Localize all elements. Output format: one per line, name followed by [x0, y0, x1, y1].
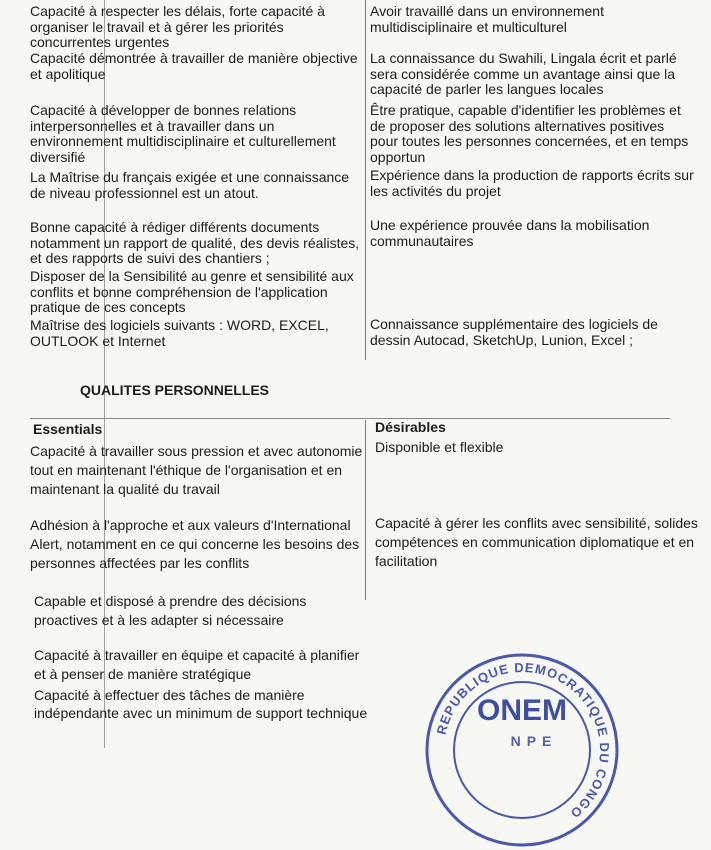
desirables-header: Désirables	[375, 419, 446, 435]
requirement-right-4: Expérience dans la production de rapports écrits sur les activités du projet	[370, 167, 694, 199]
requirement-left-3: Capacité à développer de bonnes relations interpersonnelles et à travailler dans un environnement multidisciplinaire et culturellement diversifié	[30, 102, 336, 165]
section-title: QUALITES PERSONNELLES	[80, 382, 270, 398]
stamp-center-text: ONEM	[477, 694, 567, 727]
requirement-left-1: Capacité à respecter les délais, forte capacité à organiser le travail et à gérer les priorités concurrentes urgentes	[30, 3, 325, 51]
requirement-left-5: Bonne capacité à rédiger différents documents notamment un rapport de qualité, des devis réalistes, et des rapports de suivi des chantiers ;	[30, 219, 360, 267]
requirement-right-2: La connaissance du Swahili, Lingala écrit et parlé sera considérée comme un avantage ainsi que la capacité de parler les langues locales	[370, 50, 677, 98]
requirement-left-7: Maîtrise des logiciels suivants : WORD, EXCEL, OUTLOOK et Internet	[30, 317, 329, 349]
requirement-right-3: Être pratique, capable d'identifier les problèmes et de proposer des solutions alternatives positives pour toutes les personnes concernées, et en temps opportun	[370, 102, 689, 165]
official-stamp	[422, 650, 622, 850]
quality-right-2: Capacité à gérer les conflits avec sensibilité, solides compétences en communication diplomatique et en facilitation	[375, 515, 698, 569]
quality-left-1: Capacité à travailler sous pression et avec autonomie tout en maintenant l'éthique de l'organisation et en maintenant la qualité du travail	[30, 443, 363, 497]
requirement-left-2: Capacité démontrée à travailler de manière objective et apolitique	[30, 50, 358, 82]
quality-left-2: Adhésion à l'approche et aux valeurs d'International Alert, notamment en ce qui concerne les besoins des personnes affectées par les conflits	[30, 517, 360, 571]
essentials-header: Essentials	[33, 421, 103, 437]
column-divider	[365, 0, 366, 360]
requirement-right-1: Avoir travaillé dans un environnement multidisciplinaire et multiculturel	[370, 3, 604, 35]
quality-header-rule	[30, 418, 670, 419]
quality-column-divider	[365, 420, 366, 600]
quality-left-4: Capacité à travailler en équipe et capacité à planifier et à penser de manière stratégique	[34, 647, 360, 682]
quality-left-5: Capacité à effectuer des tâches de manière indépendante avec un minimum de support technique	[34, 687, 368, 721]
stamp-lower-text: NPE	[510, 733, 558, 749]
quality-right-1: Disponible et flexible	[375, 439, 504, 455]
requirement-left-4: La Maîtrise du français exigée et une connaissance de niveau professionnel est un atout.	[30, 169, 350, 201]
quality-left-3: Capable et disposé à prendre des décisions proactives et à les adapter si nécessaire	[34, 593, 307, 628]
requirement-right-5: Une expérience prouvée dans la mobilisation communautaires	[370, 217, 650, 249]
stamp-ring-text: REPUBLIQUE DEMOCRATIQUE DU CONGO	[433, 659, 613, 822]
requirement-right-7: Connaissance supplémentaire des logiciels de dessin Autocad, SketchUp, Lunion, Excel ;	[370, 316, 658, 348]
requirement-left-6: Disposer de la Sensibilité au genre et sensibilité aux conflits et bonne compréhension de l'application pratique de ces concepts	[30, 268, 354, 316]
